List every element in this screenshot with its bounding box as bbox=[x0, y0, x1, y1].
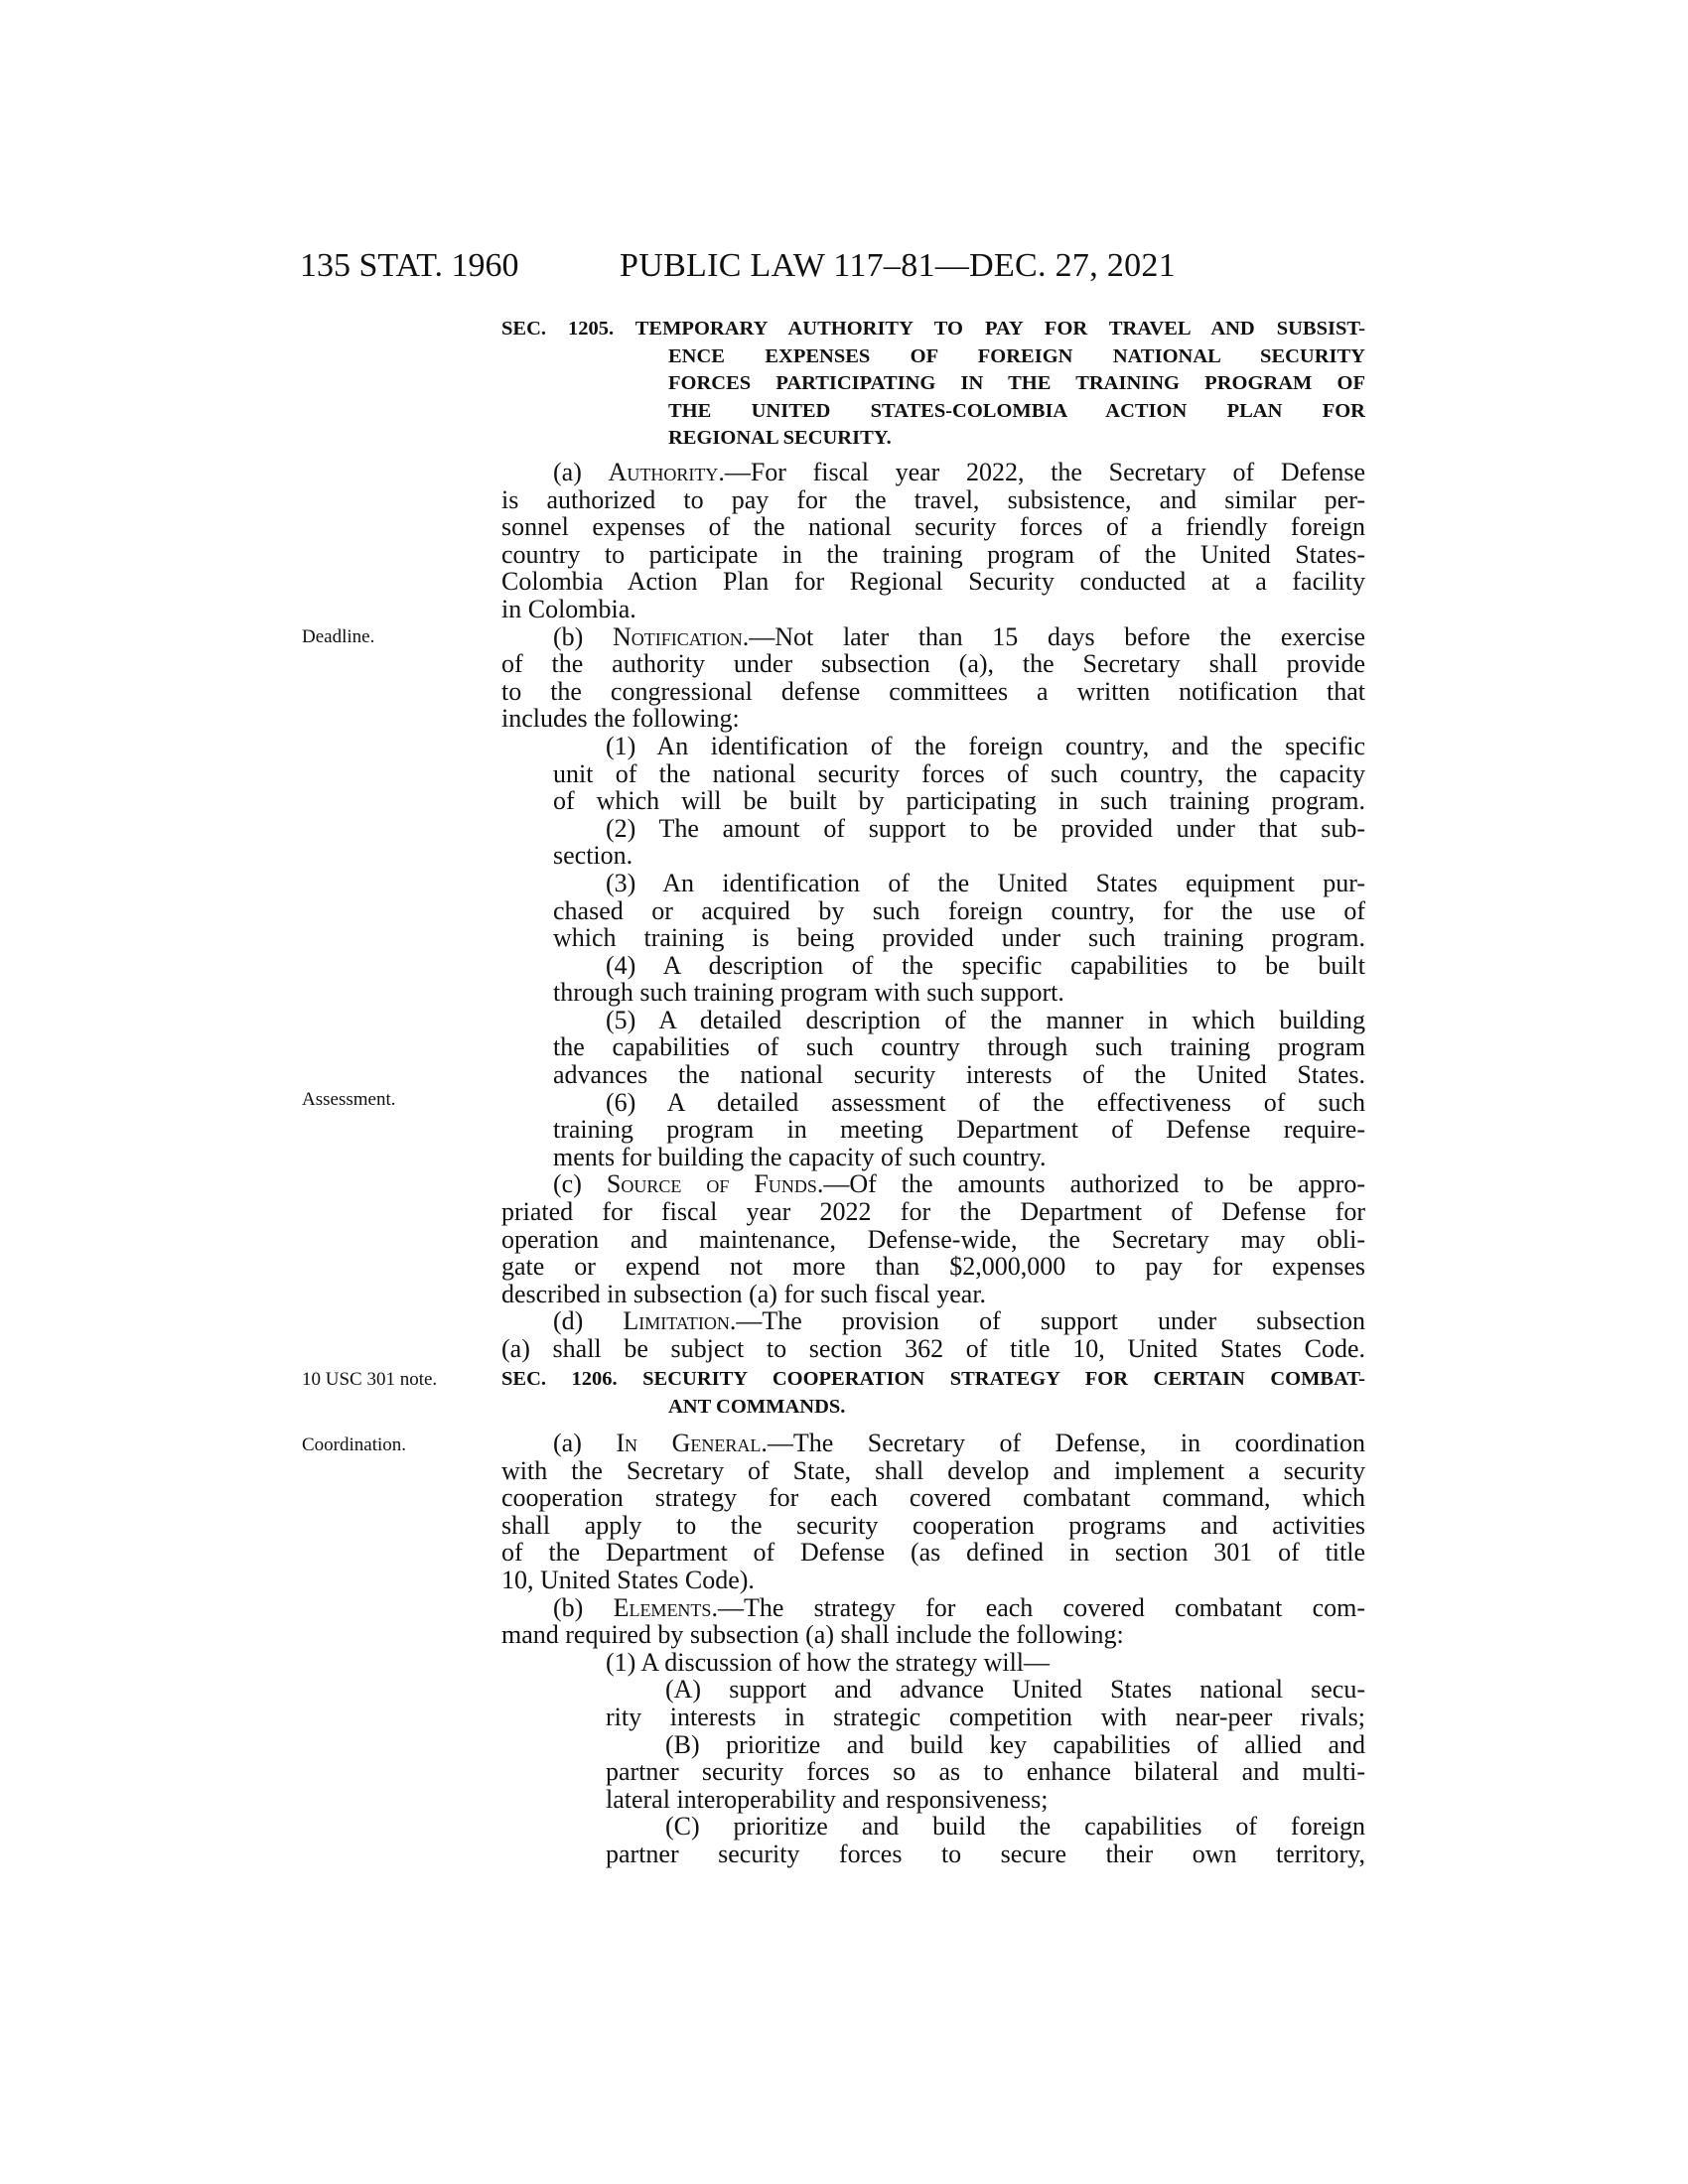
elements-subitem-c bbox=[501, 1813, 1365, 1867]
notification-item-6 bbox=[501, 1089, 1365, 1171]
item-line: advances the national security interests of the United States. bbox=[553, 1060, 1365, 1090]
subsection-b-first-line: (b) Notification.—Not later than 15 days before the exercise bbox=[553, 621, 1365, 651]
body-line: cooperation strategy for each covered combatant command, which bbox=[501, 1483, 1365, 1513]
public-law-title: PUBLIC LAW 117–81—DEC. 27, 2021 bbox=[620, 247, 1177, 284]
item-line: of which will be built by participating in such training program. bbox=[553, 786, 1365, 816]
item-line: which training is being provided under such training program. bbox=[553, 923, 1365, 953]
notification-item-2 bbox=[501, 815, 1365, 870]
stat-page-number: 135 STAT. 1960 bbox=[300, 247, 519, 284]
sec-1206-heading-line: ANT COMMANDS. bbox=[668, 1395, 846, 1418]
elements-subitem-a bbox=[501, 1676, 1365, 1730]
subitem-line: (A) support and advance United States national secu- bbox=[665, 1675, 1365, 1705]
item-line: section. bbox=[553, 841, 633, 871]
sec-1205-heading bbox=[501, 316, 1365, 453]
sec-1205-heading-line: REGIONAL SECURITY. bbox=[668, 427, 892, 449]
item-line: through such training program with such support. bbox=[553, 978, 1064, 1008]
body-line: 10, United States Code). bbox=[501, 1565, 755, 1594]
subsection-d-caption: Limitation bbox=[623, 1306, 730, 1336]
body-line: in Colombia. bbox=[501, 594, 636, 623]
body-line: operation and maintenance, Defense-wide, the Secretary may obli- bbox=[501, 1224, 1365, 1254]
item-line: unit of the national security forces of such country, the capacity bbox=[553, 758, 1365, 788]
subsection-b-caption: Elements bbox=[613, 1592, 712, 1622]
notification-item-1 bbox=[501, 733, 1365, 815]
subsection-b-first-line: (b) Elements.—The strategy for each covered combatant com- bbox=[553, 1592, 1365, 1622]
notification-item-4 bbox=[501, 952, 1365, 1007]
body-line: of the Department of Defense (as defined in section 301 of title bbox=[501, 1538, 1365, 1568]
subsection-a-caption: In General bbox=[616, 1429, 762, 1457]
body-line: (a) shall be subject to section 362 of title 10, United States Code. bbox=[501, 1334, 1365, 1363]
item-line: the capabilities of such country through such training program bbox=[553, 1032, 1365, 1062]
item-line: (2) The amount of support to be provided under that sub- bbox=[606, 813, 1365, 843]
sec-1205-heading-line: SEC. 1205. TEMPORARY AUTHORITY TO PAY FOR TRAVEL AND SUBSIST- bbox=[501, 318, 1365, 340]
body-line: includes the following: bbox=[501, 704, 740, 734]
item-line: chased or acquired by such foreign country, for the use of bbox=[553, 895, 1365, 925]
body-line: Colombia Action Plan for Regional Security conducted at a facility bbox=[501, 567, 1365, 597]
notification-item-3 bbox=[501, 870, 1365, 952]
sec-1205-heading-line: ENCE EXPENSES OF FOREIGN NATIONAL SECURITY bbox=[668, 344, 1365, 367]
body-line: priated for fiscal year 2022 for the Department of Defense for bbox=[501, 1197, 1365, 1227]
sec-1205-heading-line: THE UNITED STATES-COLOMBIA ACTION PLAN FOR bbox=[668, 399, 1365, 422]
body-line: described in subsection (a) for such fiscal year. bbox=[501, 1279, 987, 1308]
body-line: of the authority under subsection (a), the Secretary shall provide bbox=[501, 649, 1365, 679]
subitem-line: partner security forces so as to enhance bilateral and multi- bbox=[606, 1757, 1365, 1787]
subitem-line: (C) prioritize and build the capabilities of foreign bbox=[665, 1812, 1365, 1842]
sec-1206-body bbox=[501, 1430, 1365, 1868]
subsection-a-first-line: (a) In General.—The Secretary of Defense, in coordination bbox=[553, 1429, 1366, 1457]
body-line: country to participate in the training program of the United States- bbox=[501, 539, 1365, 569]
subitem-line: (B) prioritize and build key capabilities of allied and bbox=[665, 1729, 1365, 1759]
body-line: shall apply to the security cooperation programs and activities bbox=[501, 1510, 1365, 1540]
item-line: (6) A detailed assessment of the effectiveness of such bbox=[606, 1087, 1365, 1117]
margin-note-deadline: Deadline. bbox=[302, 626, 375, 647]
item-line: (4) A description of the specific capabilities to be built bbox=[606, 950, 1365, 980]
sec-1206-heading bbox=[501, 1366, 1365, 1421]
sec-1206-heading-line: SEC. 1206. SECURITY COOPERATION STRATEGY FOR CERTAIN COMBAT- bbox=[501, 1368, 1365, 1390]
sec-1205-heading-line: FORCES PARTICIPATING IN THE TRAINING PROGRAM OF bbox=[668, 372, 1365, 394]
item-line: ments for building the capacity of such country. bbox=[553, 1142, 1047, 1171]
item-line: (1) An identification of the foreign country, and the specific bbox=[606, 731, 1365, 760]
elements-item-1: (1) A discussion of how the strategy will— bbox=[606, 1647, 1051, 1677]
subsection-a-first-line: (a) Authority.—For fiscal year 2022, the Secretary of Defense bbox=[553, 458, 1365, 486]
body-line: to the congressional defense committees a written notification that bbox=[501, 676, 1365, 706]
subitem-line: lateral interoperability and responsiveness; bbox=[606, 1784, 1049, 1814]
body-line: sonnel expenses of the national security forces of a friendly foreign bbox=[501, 512, 1365, 542]
margin-note-coordination: Coordination. bbox=[302, 1434, 407, 1455]
subsection-b-caption: Notification bbox=[613, 621, 743, 651]
elements-subitem-b bbox=[501, 1731, 1365, 1814]
subsection-c-caption: Source of Funds bbox=[606, 1169, 817, 1199]
body-line: gate or expend not more than $2,000,000 to pay for expenses bbox=[501, 1252, 1365, 1282]
sec-1205-body bbox=[501, 459, 1365, 1363]
subitem-line: partner security forces to secure their own territory, bbox=[606, 1839, 1365, 1868]
item-line: (5) A detailed description of the manner in which building bbox=[606, 1005, 1365, 1034]
subsection-c-first-line: (c) Source of Funds.—Of the amounts authorized to be appro- bbox=[553, 1169, 1365, 1199]
subsection-d-first-line: (d) Limitation.—The provision of support under subsection bbox=[553, 1306, 1365, 1336]
margin-note-usc: 10 USC 301 note. bbox=[302, 1369, 438, 1390]
body-line: with the Secretary of State, shall develop and implement a security bbox=[501, 1455, 1365, 1485]
subsection-a-caption: Authority bbox=[608, 458, 719, 486]
body-line: mand required by subsection (a) shall include the following: bbox=[501, 1620, 1124, 1650]
margin-note-assessment: Assessment. bbox=[302, 1089, 396, 1110]
item-line: (3) An identification of the United States equipment pur- bbox=[606, 868, 1365, 897]
subitem-line: rity interests in strategic competition with near-peer rivals; bbox=[606, 1702, 1365, 1731]
notification-item-5 bbox=[501, 1007, 1365, 1089]
item-line: training program in meeting Department of Defense require- bbox=[553, 1115, 1365, 1145]
body-line: is authorized to pay for the travel, subsistence, and similar per- bbox=[501, 484, 1365, 514]
